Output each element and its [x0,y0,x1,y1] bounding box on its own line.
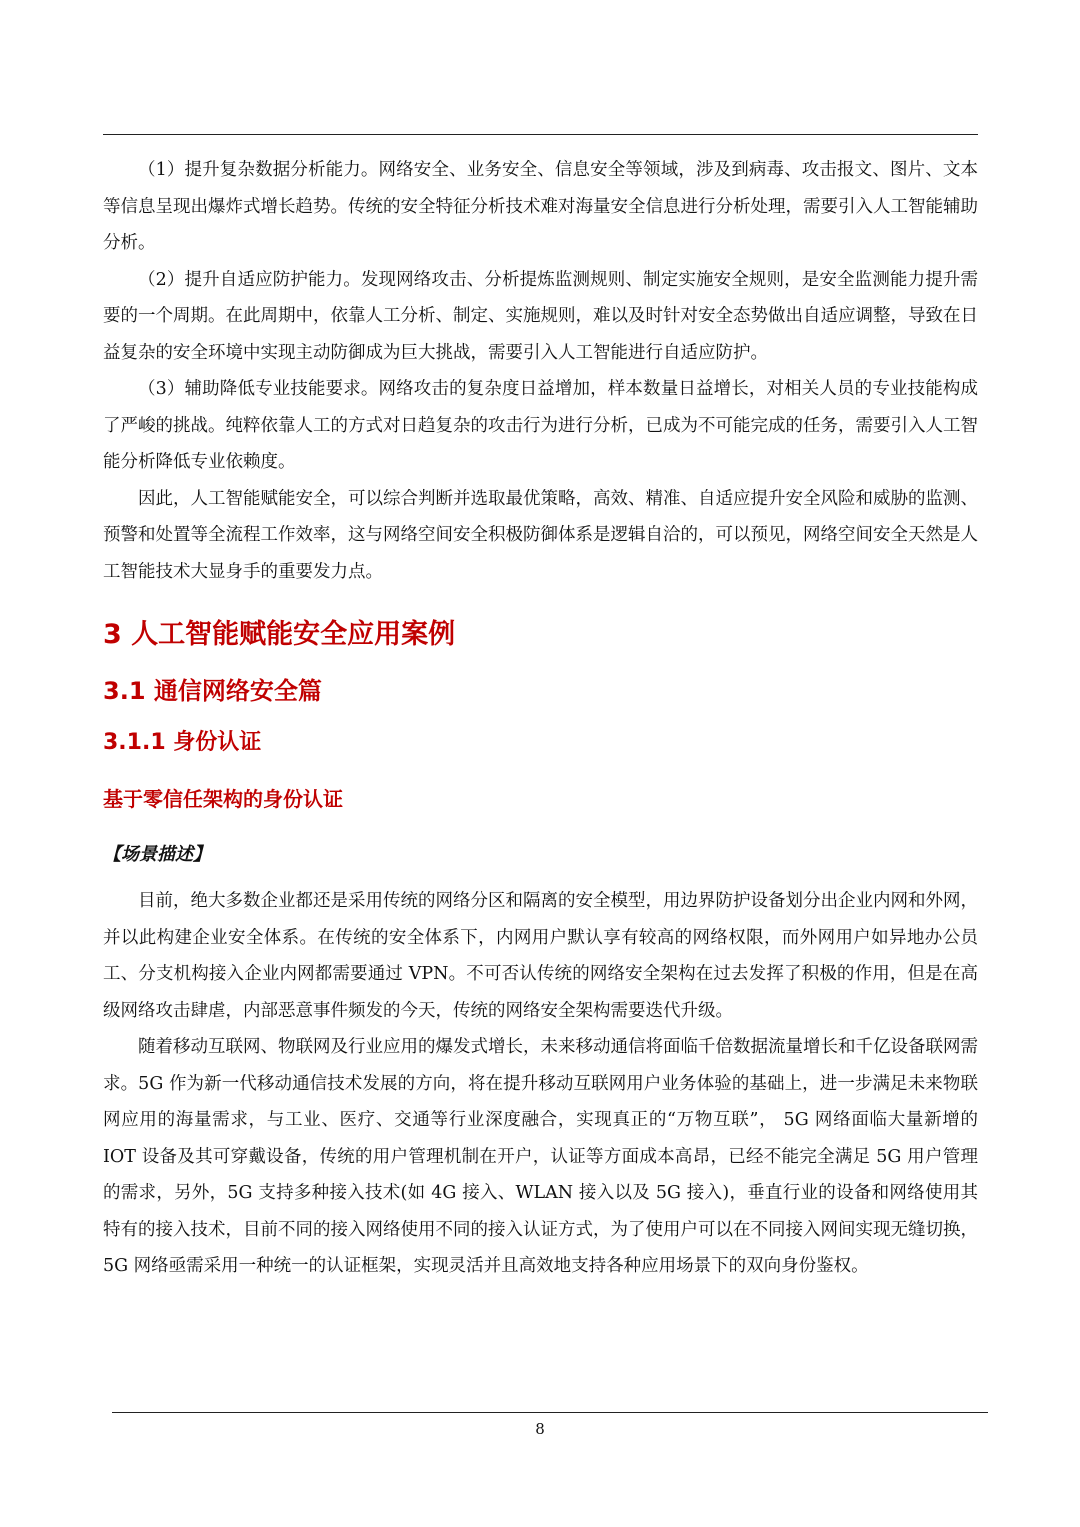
section-heading: 3 人工智能赋能安全应用案例 [103,619,456,650]
paragraph-complex-data-analysis: （1）提升复杂数据分析能力。网络安全、业务安全、信息安全等领域，涉及到病毒、攻击报文、图片、文本等信息呈现出爆炸式增长趋势。传统的安全特征分析技术难对海量安全信息进行分析处理，需要引入人工智能辅助分析。 [103,160,978,253]
paragraph-lower-skill-requirements: （3）辅助降低专业技能要求。网络攻击的复杂度日益增加，样本数量日益增长，对相关人员的专业技能构成了严峻的挑战。纯粹依靠人工的方式对日趋复杂的攻击行为进行分析，已成为不可能完成的任务，需要引入人工智能分析降低专业依赖度。 [103,379,978,472]
page-number: 8 [535,1420,545,1438]
subsection-heading: 3.1 通信网络安全篇 [103,677,322,705]
paragraph-traditional-security-model: 目前，绝大多数企业都还是采用传统的网络分区和隔离的安全模型，用边界防护设备划分出企业内网和外网，并以此构建企业安全体系。在传统的安全体系下，内网用户默认享有较高的网络权限，而外网用户如异地办公员工、分支机构接入企业内网都需要通过 VPN。不可否认传统的网络安全架构在过去发挥了积极的作用，但是在高级网络攻击肆虐，内部恶意事件频发的今天，传统的网络安全架构需要迭代升级。 [103,891,978,1021]
paragraph-5g-authentication: 随着移动互联网、物联网及行业应用的爆发式增长，未来移动通信将面临千倍数据流量增长和千亿设备联网需求。5G 作为新一代移动通信技术发展的方向，将在提升移动互联网用户业务体验的基础上，进一步满足未来物联网应用的海量需求，与工业、医疗、交通等行业深度融合，实现真正的“万物互联”， 5G 网络面临大量新增的 IOT 设备及其可穿戴设备，传统的用户管理机制在开户，认证等方面成本高昂，已经不能完全满足 5G 用户管理的需求，另外，5G 支持多种接入技术(如 4G 接入、WLAN 接入以及 5G 接入)，垂直行业的设备和网络使用其特有的接入技术，目前不同的接入网络使用不同的接入认证方式，为了使用户可以在不同接入网间实现无缝切换，5G 网络亟需采用一种统一的认证框架，实现灵活并且高效地支持各种应用场景下的双向身份鉴权。 [103,1037,978,1276]
paragraph-adaptive-protection: （2）提升自适应防护能力。发现网络攻击、分析提炼监测规则、制定实施安全规则，是安全监测能力提升需要的一个周期。在此周期中，依靠人工分析、制定、实施规则，难以及时针对安全态势做出自适应调整，导致在日益复杂的安全环境中实现主动防御成为巨大挑战，需要引入人工智能进行自适应防护。 [103,269,978,363]
paragraph-conclusion: 因此，人工智能赋能安全，可以综合判断并选取最优策略，高效、精准、自适应提升安全风险和威胁的监测、预警和处置等全流程工作效率，这与网络空间安全积极防御体系是逻辑自洽的，可以预见，网络空间安全天然是人工智能技术大显身手的重要发力点。 [103,488,978,582]
case-heading: 基于零信任架构的身份认证 [103,787,343,811]
footer-rule [112,1412,988,1413]
page-content [103,152,978,1285]
scenario-label: 【场景描述】 [103,844,211,865]
header-rule [103,134,978,135]
subsubsection-heading: 3.1.1 身份认证 [103,730,262,755]
